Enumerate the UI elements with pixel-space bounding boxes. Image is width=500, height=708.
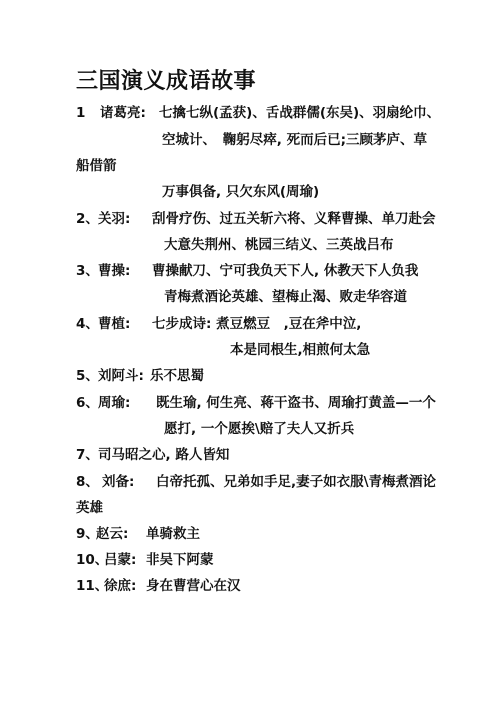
entry-number: 10、 bbox=[76, 552, 109, 568]
entry-number: 6、 bbox=[76, 395, 99, 411]
entry-name: 司马昭之心, 路人皆知 bbox=[98, 447, 230, 463]
entry-text: 本是同根生,相煎何太急 bbox=[230, 342, 371, 358]
entry-text: 乐不思蜀 bbox=[150, 368, 204, 384]
entry-text: 曹操献刀、宁可我负天下人, 休教天下人负我 bbox=[152, 263, 419, 279]
entry-text: 白帝托孤、兄弟如手足,妻子如衣服\青梅煮酒论 bbox=[156, 474, 437, 490]
entry-text: 七擒七纵(孟获)、舌战群儒(东吴)、羽扇纶巾、 bbox=[159, 105, 441, 121]
entry-name: 吕蒙: bbox=[104, 552, 137, 568]
entry-name: 刘阿斗: bbox=[98, 368, 144, 384]
entry-name: 曹操: bbox=[98, 263, 131, 279]
entry-number: 5、 bbox=[76, 368, 99, 384]
entry-name: 赵云: bbox=[96, 526, 129, 542]
entry-text: 万事俱备, 只欠东风(周瑜) bbox=[162, 184, 320, 200]
entry-text: 非吴下阿蒙 bbox=[146, 552, 214, 568]
entry-name: 周瑜: bbox=[98, 395, 131, 411]
entry-name: 徐庶: bbox=[104, 578, 137, 594]
entry-text: 英雄 bbox=[76, 500, 103, 516]
entry-number: 9、 bbox=[76, 526, 99, 542]
page-title: 三国演义成语故事 bbox=[76, 69, 257, 94]
entry-text: 船借箭 bbox=[76, 158, 117, 174]
entry-text: 单骑救主 bbox=[146, 526, 200, 542]
entry-text: 七步成诗: 煮豆燃豆 ,豆在斧中泣, bbox=[152, 316, 362, 332]
entry-name: 曹植: bbox=[98, 316, 131, 332]
entry-number: 2、 bbox=[76, 211, 99, 227]
entry-text: 既生瑜, 何生亮、蒋干盗书、周瑜打黄盖—一个 bbox=[156, 395, 436, 411]
entry-number: 8、 bbox=[76, 474, 99, 490]
entry-number: 7、 bbox=[76, 447, 99, 463]
entry-number: 4、 bbox=[76, 316, 99, 332]
entry-text: 刮骨疗伤、过五关斩六将、义释曹操、单刀赴会 bbox=[152, 211, 436, 227]
entry-number: 1 bbox=[76, 105, 86, 121]
entry-text: 大意失荆州、桃园三结义、三英战吕布 bbox=[164, 237, 394, 253]
entry-text: 空城计、 鞠躬尽瘁, 死而后已;三顾茅庐、草 bbox=[162, 132, 427, 148]
entry-text: 青梅煮酒论英雄、望梅止渴、败走华容道 bbox=[164, 289, 407, 305]
entry-text: 身在曹营心在汉 bbox=[146, 578, 241, 594]
entry-name: 诸葛亮: bbox=[100, 105, 146, 121]
entry-name: 刘备: bbox=[102, 474, 135, 490]
entry-number: 11、 bbox=[76, 578, 109, 594]
entry-number: 3、 bbox=[76, 263, 99, 279]
entry-name: 关羽: bbox=[98, 211, 131, 227]
entry-text: 愿打, 一个愿挨\赔了夫人又折兵 bbox=[164, 421, 355, 437]
